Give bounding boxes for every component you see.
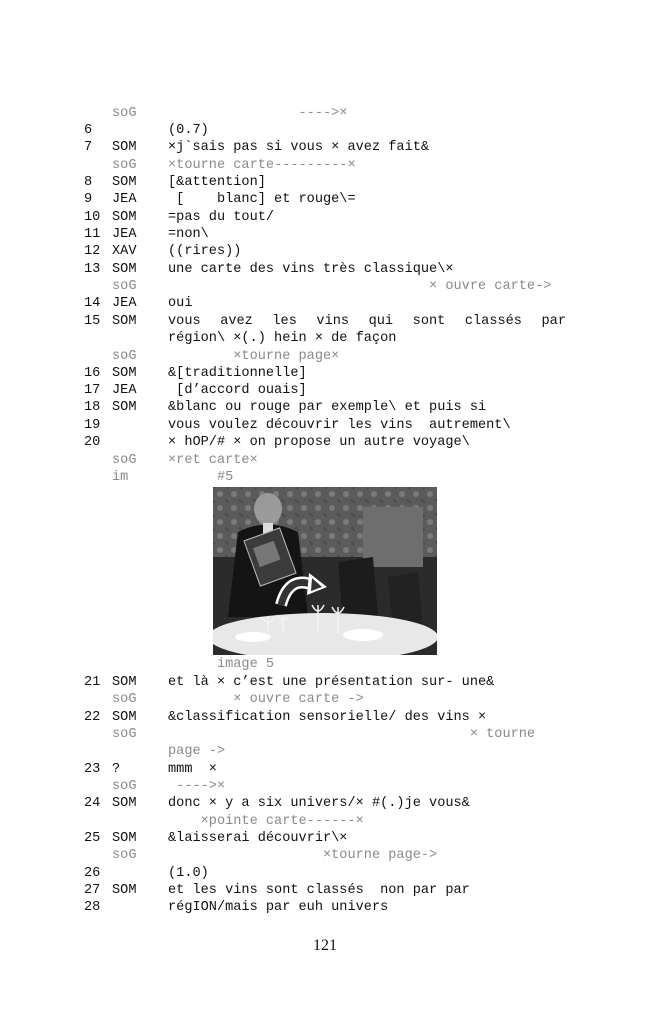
speaker-label: soG [112, 848, 137, 863]
utterance-text: × hOP/# × on propose un autre voyage\ [168, 435, 470, 450]
speaker-label: soG [112, 158, 137, 173]
utterance-text: mmm × [168, 762, 217, 777]
utterance-text: et là × c’est une présentation sur- une& [168, 675, 495, 690]
annotation-text: ×tourne page× [168, 349, 340, 364]
line-number: 28 [84, 900, 101, 915]
speaker-label: SOM [112, 796, 137, 811]
utterance-text: &classification sensorielle/ des vins × [168, 710, 487, 725]
speaker-label: ? [112, 762, 121, 777]
annotation-text: ---->× [168, 106, 348, 121]
line-number: 14 [84, 296, 101, 311]
annotation-text: ×tourne page-> [168, 848, 438, 863]
utterance-text: vous voulez découvrir les vins autrement\ [168, 418, 511, 433]
line-number: 16 [84, 366, 101, 381]
line-number: 17 [84, 383, 101, 398]
line-number: 27 [84, 883, 101, 898]
line-number: 10 [84, 210, 101, 225]
line-number: 11 [84, 227, 101, 242]
utterance-text: oui [168, 296, 193, 311]
speaker-label: SOM [112, 675, 137, 690]
line-number: 19 [84, 418, 101, 433]
utterance-text: (1.0) [168, 866, 209, 881]
speaker-label: SOM [112, 831, 137, 846]
utterance-text: ×j`sais pas si vous × avez fait& [168, 140, 430, 155]
utterance-text: une carte des vins très classique\× [168, 262, 454, 277]
speaker-label: JEA [112, 192, 137, 207]
utterance-text: région\ ×(.) hein × de façon [168, 331, 397, 346]
annotation-text: × ouvre carte-> [168, 279, 552, 294]
line-number: 15 [84, 314, 101, 329]
speaker-label: SOM [112, 883, 137, 898]
speaker-label: SOM [112, 210, 137, 225]
utterance-text: [d’accord ouais] [168, 383, 307, 398]
image-5-photo [213, 487, 437, 655]
line-number: 20 [84, 435, 101, 450]
annotation-text: ---->× [168, 779, 226, 794]
line-number: 8 [84, 175, 93, 190]
annotation-text: ×ret carte× [168, 453, 258, 468]
annotation-text: image 5 [168, 657, 275, 672]
speaker-label: JEA [112, 296, 137, 311]
utterance-text: &laisserai découvrir\× [168, 831, 348, 846]
speaker-label: SOM [112, 175, 137, 190]
utterance-text: =non\ [168, 227, 209, 242]
utterance-text: donc × y a six univers/× #(.)je vous& [168, 796, 470, 811]
speaker-label: soG [112, 279, 137, 294]
speaker-label: SOM [112, 366, 137, 381]
speaker-label: soG [112, 692, 137, 707]
annotation-text: × ouvre carte -> [168, 692, 364, 707]
speaker-label: JEA [112, 383, 137, 398]
speaker-label: soG [112, 453, 137, 468]
line-number: 21 [84, 675, 101, 690]
annotation-text: page -> [168, 744, 226, 759]
restaurant-photo [213, 487, 437, 655]
speaker-label: im [112, 470, 129, 485]
utterance-text: &[traditionnelle] [168, 366, 307, 381]
annotation-text: × tourne [168, 727, 536, 742]
utterance-text: &blanc ou rouge par exemple\ et puis si [168, 400, 487, 415]
line-number: 23 [84, 762, 101, 777]
utterance-text: régION/mais par euh univers [168, 900, 389, 915]
speaker-label: XAV [112, 244, 137, 259]
annotation-text: #5 [168, 470, 234, 485]
line-number: 12 [84, 244, 101, 259]
speaker-label: soG [112, 106, 137, 121]
line-number: 22 [84, 710, 101, 725]
utterance-text: [&attention] [168, 175, 266, 190]
speaker-label: SOM [112, 262, 137, 277]
line-number: 24 [84, 796, 101, 811]
utterance-text: (0.7) [168, 123, 209, 138]
line-number: 25 [84, 831, 101, 846]
speaker-label: SOM [112, 710, 137, 725]
utterance-text: vous avez les vins qui sont classés par [168, 314, 566, 329]
utterance-text: =pas du tout/ [168, 210, 275, 225]
line-number: 13 [84, 262, 101, 277]
speaker-label: JEA [112, 227, 137, 242]
line-number: 9 [84, 192, 93, 207]
utterance-text: et les vins sont classés non par par [168, 883, 470, 898]
speaker-label: soG [112, 349, 137, 364]
annotation-text: ×pointe carte------× [168, 814, 364, 829]
speaker-label: SOM [112, 140, 137, 155]
utterance-text: [ blanc] et rouge\= [168, 192, 356, 207]
line-number: 26 [84, 866, 101, 881]
line-number: 7 [84, 140, 93, 155]
speaker-label: soG [112, 727, 137, 742]
utterance-text: ((rires)) [168, 244, 242, 259]
speaker-label: SOM [112, 314, 137, 329]
line-number: 6 [84, 123, 93, 138]
annotation-text: ×tourne carte---------× [168, 158, 356, 173]
speaker-label: SOM [112, 400, 137, 415]
line-number: 18 [84, 400, 101, 415]
speaker-label: soG [112, 779, 137, 794]
page-number: 121 [313, 937, 337, 954]
